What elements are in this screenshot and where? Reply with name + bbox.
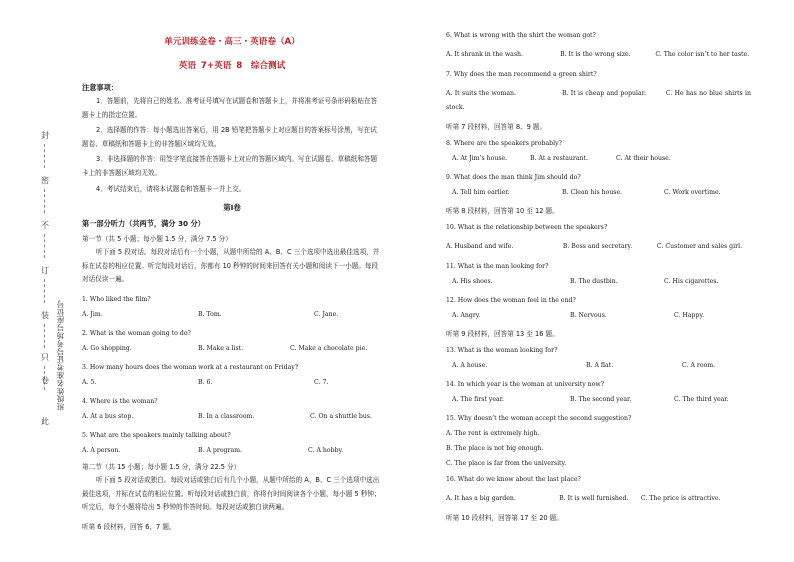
question-text: 1. Who liked the film? <box>82 295 151 303</box>
notice-heading: 注意事项： <box>82 83 118 92</box>
option[interactable]: A. Angry. <box>452 312 481 319</box>
option[interactable]: A. At Jim’s house. <box>452 155 508 162</box>
binding-char: 卷 <box>41 376 49 385</box>
binding-dashed-line <box>44 324 45 348</box>
exam-title: 单元训练金卷・高三・英语卷（A） <box>164 37 300 47</box>
listen-instruction: 听第 9 段材料，回答第 13 至 16 题。 <box>446 330 559 338</box>
option[interactable]: C. Make a chocolate pie. <box>290 344 368 352</box>
question-options[interactable]: A. It has a big garden. B. It is well furnished. C. The price is attractive. <box>446 495 721 502</box>
question-text: 10. What is the relationship between the speakers? <box>446 224 608 231</box>
binding-char: 此 <box>41 417 49 426</box>
listen-instruction: 听第 6 段材料，回答 6、7 题。 <box>82 522 176 531</box>
notice-item: 4．考试结束后，请将本试题卷和答题卡一并上交。 <box>96 184 246 193</box>
option[interactable]: A. At a bus stop. <box>82 412 134 420</box>
question-options[interactable]: A. Husband and wife. B. Boss and secretary. C. Customer and sales girl. <box>446 243 743 250</box>
binding-char: 订 <box>41 266 49 275</box>
left-column <box>82 32 382 531</box>
question-options[interactable]: A. It shrank in the wash. B. It is the wrong size. C. The color isn’t to her taste. <box>446 51 750 58</box>
listen-instruction: 听第 8 段材料，回答第 10 至 12 题。 <box>446 207 559 215</box>
question-options <box>446 278 751 288</box>
binding-char: 只 <box>41 353 49 362</box>
option[interactable]: A. His shoes. <box>452 278 493 285</box>
question-options <box>82 447 382 457</box>
binding-char: 不 <box>41 221 49 230</box>
question-text: 3. How many hours does the woman work at a restaurant on Friday? <box>82 363 299 371</box>
binding-char: 密 <box>41 176 49 185</box>
option[interactable]: C. The third year. <box>674 396 729 403</box>
question-options <box>82 345 382 355</box>
option[interactable]: C. Work overtime. <box>664 189 721 196</box>
question-text: 16. What do we know about the last place? <box>446 476 581 483</box>
question-options <box>446 189 751 199</box>
question-text: 4. Where is the woman? <box>82 397 158 405</box>
notice-item: 2．选择题的作答：每小题选出答案后，用 2B 铅笔把答题卡上对应题目的答案标号涂黑，写在试题卷、草稿纸和答题卡上的非答题区域均无效。 <box>82 126 377 148</box>
right-column <box>446 32 751 522</box>
option[interactable]: B. The dustbin. <box>570 278 618 285</box>
binding-dashed-line <box>44 189 45 213</box>
section-heading: 第二节（共 15 小题；每小题 1.5 分，满分 22.5 分） <box>82 462 241 471</box>
question-text: 14. In which year is the woman at university now? <box>446 381 605 388</box>
option[interactable]: A. The first year. <box>452 396 504 403</box>
option[interactable]: C. The place is far from the university. <box>446 460 567 467</box>
option[interactable]: C. Jane. <box>314 310 339 318</box>
question-options <box>82 311 382 321</box>
question-text: 15. Why doesn’t the woman accept the second suggestion? <box>446 415 632 422</box>
notice-item: 1．答题前，先将自己的姓名、准考证号填写在试题卷和答题卡上，并将准考证号条形码粘贴在答题卡上的指定位置。 <box>82 97 378 119</box>
listen-instruction: 听第 7 段材料，回答第 8、9 题。 <box>446 123 547 131</box>
question-options <box>446 396 751 406</box>
option[interactable]: B. A program. <box>198 446 243 454</box>
question-options <box>446 362 751 372</box>
option[interactable]: A. Go shopping. <box>82 344 132 352</box>
question-text: 9. What does the man think Jim should do? <box>446 174 581 181</box>
question-text: 6. What is wrong with the shirt the woman got? <box>446 32 596 39</box>
option[interactable]: A. A person. <box>82 446 121 454</box>
notice-item: 3．非选择题的作答：用签字笔直接答在答题卡上对应的答题区域内。写在试题卷、草稿纸和答题卡上的非答题区域均无效。 <box>82 155 378 177</box>
option[interactable]: C. At their house. <box>616 155 671 162</box>
option[interactable]: B. At a restaurant. <box>530 155 588 162</box>
question-text: 11. What is the man looking for? <box>446 263 549 270</box>
question-options <box>446 312 751 322</box>
option[interactable]: A. A house. <box>452 362 488 369</box>
option[interactable]: C. On a shuttle bus. <box>310 412 372 420</box>
question-text: 13. What is the woman looking for? <box>446 347 558 354</box>
option[interactable]: C. His cigarettes. <box>664 278 719 285</box>
option[interactable]: B. The second year. <box>570 396 632 403</box>
option[interactable]: A. 5. <box>82 378 97 386</box>
binding-char: 装 <box>41 311 49 320</box>
option[interactable]: B. The place is not big enough. <box>446 445 544 452</box>
exam-subtitle: 英语 7+英语 8 综合测试 <box>178 61 286 71</box>
part-heading: 第一部分听力（共两节，满分 30 分） <box>82 219 205 229</box>
option[interactable]: B. Make a list. <box>198 344 244 352</box>
binding-dashed-line <box>44 279 45 303</box>
question-options[interactable]: A. It suits the woman. B. It is cheap and popular. C. He has no blue shirts in stock. <box>446 90 751 111</box>
option[interactable]: B. Clean his house. <box>562 189 623 196</box>
question-options <box>446 155 751 165</box>
section-instructions: 听下面 5 段对话。每段对话后有一个小题，从题中所给的 A、B、C 三个选项中选出最佳选项，并标在试卷的相应位置。听完每段对话后，你都有 10 秒钟的时间来回答有关小题和阅读下一小题。每段对话仅读一遍。 <box>82 248 380 284</box>
question-text: 12. How does the woman feel in the end? <box>446 297 576 304</box>
option[interactable]: B. In a classroom. <box>198 412 255 420</box>
question-options <box>82 379 382 389</box>
student-info-label: 班级姓名准考证号考场号座位号 <box>56 300 65 411</box>
binding-char: 封 <box>41 131 49 140</box>
option[interactable]: B. Tom. <box>198 310 222 318</box>
question-text: 8. Where are the speakers probably? <box>446 140 562 147</box>
option[interactable]: C. A hobby. <box>308 446 344 454</box>
option[interactable]: A. The rent is extremely high. <box>446 430 540 437</box>
question-text: 2. What is the woman going to do? <box>82 329 191 337</box>
option[interactable]: C. Happy. <box>674 312 705 319</box>
question-text: 5. What are the speakers mainly talking about? <box>82 431 231 439</box>
binding-dashed-line <box>44 234 45 258</box>
option[interactable]: B. A flat. <box>586 362 614 369</box>
question-text: 7. Why does the man recommend a green shirt? <box>446 71 597 78</box>
section-instructions: 听下面 5 段对话或独白。每段对话或独白后有几个小题，从题中所给的 A、B、C 三个选项中选出最佳选项，并标在试卷的相应位置。听每段对话或独白前，你将有时间阅读各个小题，每小题 5 秒钟；听完后，每个小题将给出 5 秒钟的作答时间。每段对话或独白读两遍。 <box>82 475 381 512</box>
binding-dashed-line <box>44 144 45 168</box>
option[interactable]: C. 7. <box>314 378 329 386</box>
option[interactable]: A. Tell him earlier. <box>452 189 510 196</box>
volume-heading: 第Ⅰ卷 <box>223 203 241 213</box>
option[interactable]: A. Jim. <box>82 310 103 318</box>
option[interactable]: B. Nervous. <box>570 312 607 319</box>
option[interactable]: B. 6. <box>198 378 213 386</box>
option[interactable]: C. A room. <box>682 362 716 369</box>
listen-instruction: 听第 10 段材料，回答第 17 至 20 题。 <box>446 514 563 522</box>
question-options <box>82 413 382 423</box>
section-heading: 第一节（共 5 小题；每小题 1.5 分，满分 7.5 分） <box>82 235 232 244</box>
